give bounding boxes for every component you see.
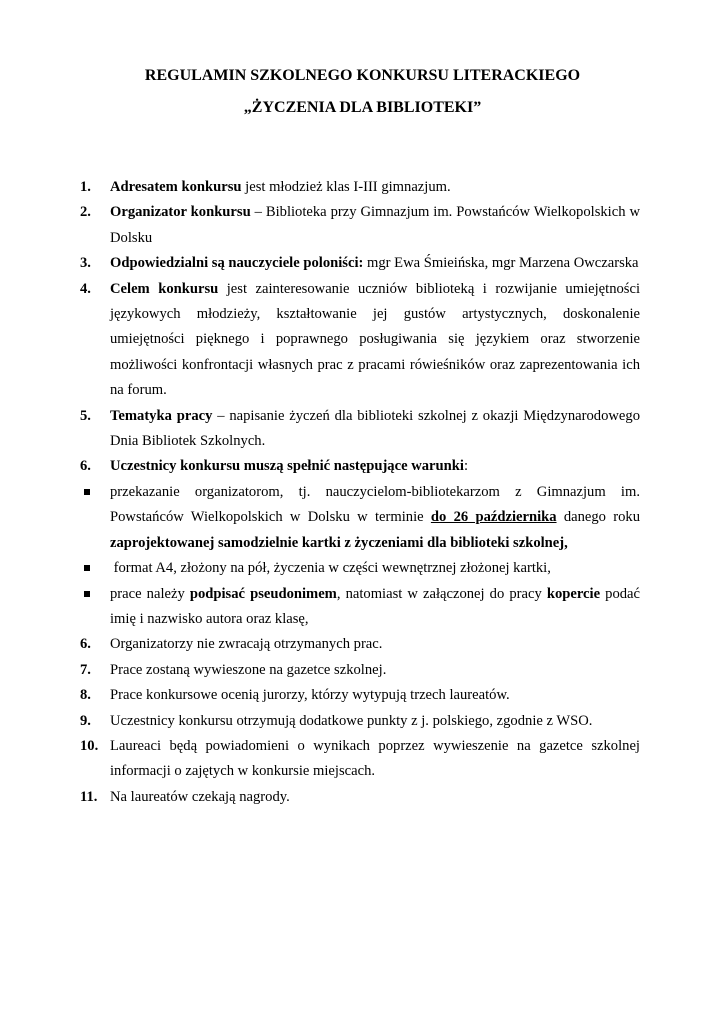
deadline-date: do 26 października [430, 509, 557, 526]
rule-text: umiejętności pięknego i poprawnego posługiwania się językiem oraz stworzenie [110, 331, 640, 348]
bullet-bold-text: kopercie [546, 585, 601, 602]
condition-bullet-2 [80, 556, 640, 581]
rule-text: – Biblioteka przy Gimnazjum im. Powstańców Wielkopolskich w [250, 204, 640, 221]
rule-item-4 [80, 277, 640, 404]
rule-item-11 [80, 785, 640, 810]
bullet-text: Powstańców Wielkopolskich w Dolsku w terminie [110, 509, 431, 526]
rule-number: 6. [80, 636, 91, 653]
bullet-text: , natomiast w załączonej do pracy [336, 585, 547, 602]
rule-text: Uczestnicy konkursu otrzymują dodatkowe punkty z j. polskiego, zgodnie z WSO. [110, 712, 593, 729]
rule-number: 10. [80, 737, 99, 754]
rules-list [80, 175, 640, 810]
rule-item-6 [80, 454, 640, 479]
bullet-text: prace należy [110, 585, 190, 602]
condition-bullet-1 [80, 480, 640, 556]
rule-number: 5. [80, 407, 91, 424]
bullet-bold-text: podpisać pseudonimem [189, 585, 337, 602]
rule-number: 2. [80, 204, 91, 221]
rule-number: 8. [80, 687, 91, 704]
rule-number: 7. [80, 661, 91, 678]
document-title-line1: REGULAMIN SZKOLNEGO KONKURSU LITERACKIEGO [144, 67, 581, 84]
rule-text: językowych młodzieży, kształtowanie jej gustów artystycznych, doskonalenie [110, 306, 640, 323]
rule-bold-lead: Celem konkursu [110, 280, 219, 297]
bullet-text: danego roku [556, 509, 640, 526]
condition-bullet-3 [80, 582, 640, 633]
rule-number: 4. [80, 280, 91, 297]
bullet-text: imię i nazwisko autora oraz klasę, [110, 610, 309, 627]
rule-number: 3. [80, 255, 91, 272]
rule-number: 6. [80, 458, 91, 475]
rule-item-2 [80, 200, 640, 251]
rule-number: 1. [80, 179, 91, 195]
rule-item-7 [80, 658, 640, 683]
rule-number: 11. [80, 788, 98, 805]
rule-item-1 [80, 175, 640, 200]
rule-bold-lead: Uczestnicy konkursu muszą spełnić następujące warunki [110, 458, 464, 475]
rule-text: informacji o zajętych w konkursie miejscach. [110, 763, 376, 780]
rule-item-3 [80, 251, 640, 276]
rule-text: Organizatorzy nie zwracają otrzymanych prac. [110, 636, 383, 653]
rule-text: Prace zostaną wywieszone na gazetce szkolnej. [110, 661, 387, 678]
rule-bold-lead: Organizator konkursu [110, 204, 251, 221]
square-bullet-icon [84, 489, 90, 495]
rule-number: 9. [80, 712, 91, 729]
rule-item-10 [80, 734, 640, 785]
rule-bold-lead: Adresatem konkursu [110, 179, 242, 195]
rule-item-8 [80, 683, 640, 708]
bullet-text: podać [600, 585, 640, 602]
rule-text: Prace konkursowe ocenią jurorzy, którzy wytypują trzech laureatów. [110, 687, 510, 704]
rule-text: mgr Ewa Śmieińska, mgr Marzena Owczarska [363, 255, 639, 272]
rule-text: Dolsku [110, 229, 153, 246]
rule-text: : [463, 458, 468, 475]
rule-text: jest zainteresowanie uczniów biblioteką i rozwijanie umiejętności [218, 280, 641, 297]
bullet-text: format A4, złożony na pół, życzenia w części wewnętrznej złożonej kartki, [110, 560, 551, 577]
rule-text: jest młodzież klas I-III gimnazjum. [241, 179, 451, 195]
document-title-line2: „ŻYCZENIA DLA BIBLIOTEKI” [243, 99, 482, 116]
rule-item-6b [80, 632, 640, 657]
rule-text: – napisanie życzeń dla biblioteki szkolnej z okazji Międzynarodowego [212, 407, 640, 424]
rule-text: Na laureatów czekają nagrody. [110, 788, 290, 805]
bullet-text: przekazanie organizatorom, tj. nauczycielom-bibliotekarzom z Gimnazjum im. [110, 483, 640, 500]
rule-item-5 [80, 404, 640, 455]
rule-bold-lead: Odpowiedzialni są nauczyciele poloniści: [110, 255, 364, 272]
rule-text: Laureaci będą powiadomieni o wynikach poprzez wywieszenie na gazetce szkolnej [110, 737, 640, 754]
rule-item-9 [80, 709, 640, 734]
bullet-bold-text: zaprojektowanej samodzielnie kartki z życzeniami dla biblioteki szkolnej, [110, 534, 568, 551]
rule-text: na forum. [110, 382, 167, 399]
rule-bold-lead: Tematyka pracy [110, 407, 213, 424]
rule-text: Dnia Bibliotek Szkolnych. [110, 433, 266, 450]
square-bullet-icon [84, 591, 90, 597]
square-bullet-icon [84, 565, 90, 571]
rule-text: możliwości konfrontacji własnych prac z pracami rówieśników oraz zaprezentowania ich [110, 356, 640, 373]
